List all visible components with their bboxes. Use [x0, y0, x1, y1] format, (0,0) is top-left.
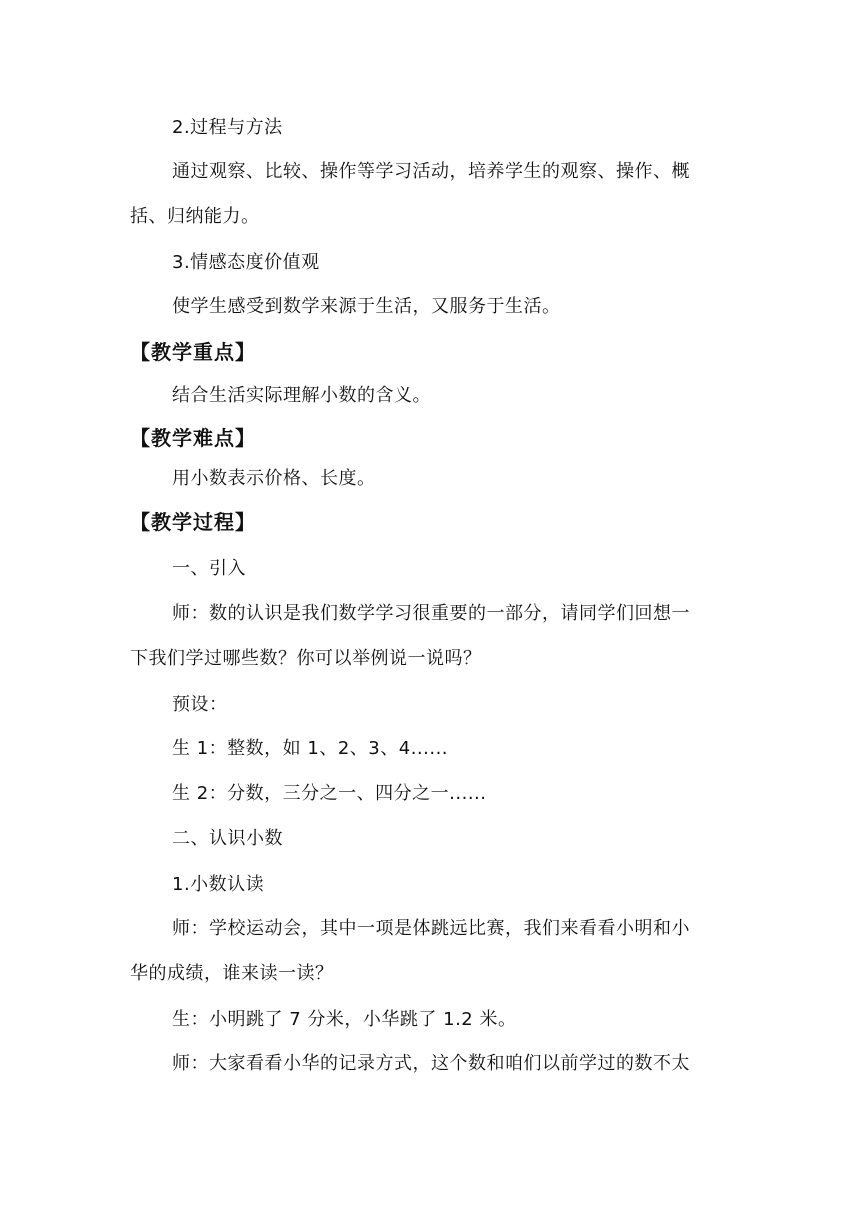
paragraph-line: 师：大家看看小华的记录方式，这个数和咱们以前学过的数不太 [172, 1053, 690, 1074]
subsection-emotion-values: 3.情感态度价值观 [172, 252, 320, 273]
section-introduction: 一、引入 [172, 558, 246, 579]
paragraph-line: 括、归纳能力。 [130, 206, 260, 227]
paragraph-line: 华的成绩，谁来读一读？ [130, 963, 334, 984]
paragraph-line: 师：数的认识是我们数学学习很重要的一部分，请同学们回想一 [172, 603, 690, 624]
paragraph-line: 生：小明跳了 7 分米，小华跳了 1.2 米。 [172, 1009, 517, 1030]
paragraph-line: 下我们学过哪些数？你可以举例说一说吗？ [130, 648, 482, 669]
heading-key-points: 【教学重点】 [130, 340, 256, 364]
section-understand-decimals: 二、认识小数 [172, 828, 283, 849]
paragraph-line: 生 2：分数，三分之一、四分之一...... [172, 783, 487, 804]
paragraph-line: 结合生活实际理解小数的含义。 [172, 385, 431, 406]
subsection-decimal-reading: 1.小数认读 [172, 874, 265, 895]
heading-difficult-points: 【教学难点】 [130, 426, 256, 450]
heading-teaching-process: 【教学过程】 [130, 510, 256, 534]
subsection-process-method: 2.过程与方法 [172, 117, 283, 138]
paragraph-line: 使学生感受到数学来源于生活，又服务于生活。 [172, 296, 561, 317]
paragraph-line: 通过观察、比较、操作等学习活动，培养学生的观察、操作、概 [172, 161, 690, 182]
paragraph-line: 生 1：整数，如 1、2、3、4...... [172, 738, 449, 759]
paragraph-line: 师：学校运动会，其中一项是体跳远比赛，我们来看看小明和小 [172, 918, 690, 939]
paragraph-line: 预设： [172, 694, 228, 715]
paragraph-line: 用小数表示价格、长度。 [172, 468, 376, 489]
